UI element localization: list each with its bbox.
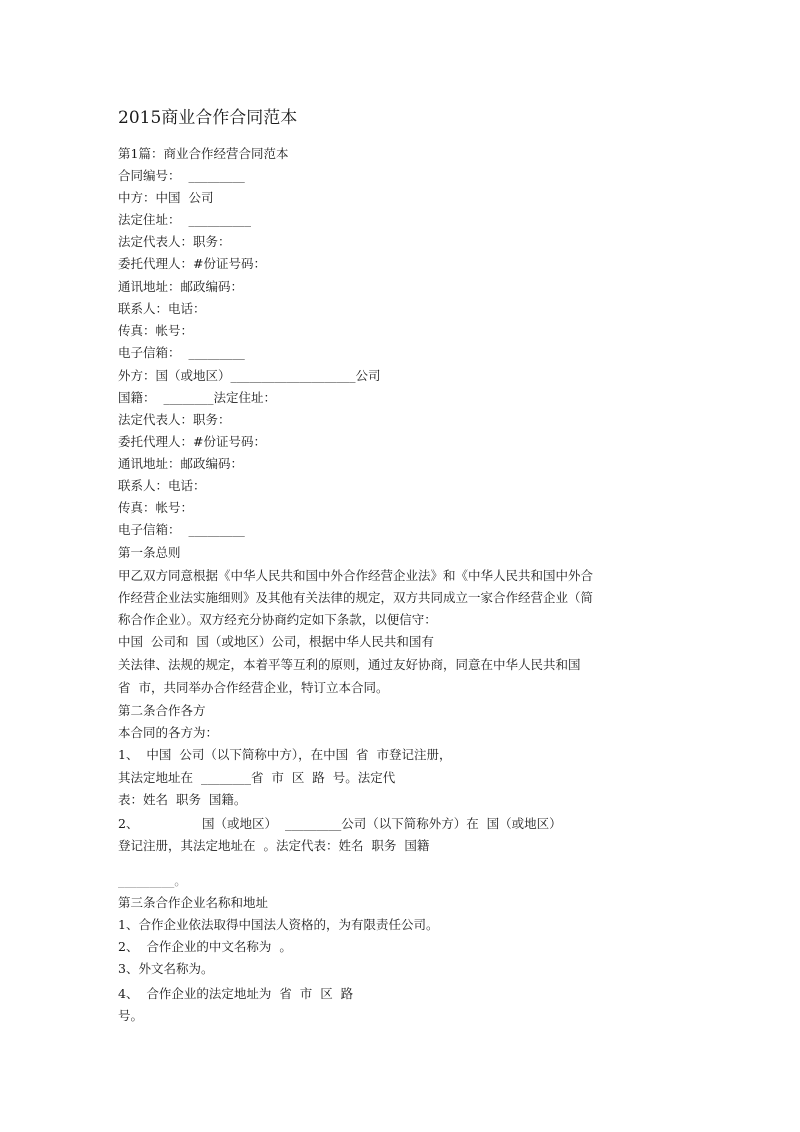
text-line: 中国 公司和 国（或地区）公司，根据中华人民共和国有 — [118, 634, 434, 649]
text-line: 登记注册，其法定地址在 。法定代表：姓名 职务 国籍 — [118, 838, 430, 853]
text-line: 外方：国（或地区）____________________公司 — [118, 368, 381, 383]
text-line: 关法律、法规的规定，本着平等互利的原则，通过友好协商，同意在中华人民共和国 — [118, 657, 581, 672]
text-line: 委托代理人：#份证号码： — [118, 434, 266, 449]
text-line: 传真：帐号： — [118, 323, 194, 338]
text-line: 通讯地址：邮政编码： — [118, 456, 244, 471]
text-line: 通讯地址：邮政编码： — [118, 279, 244, 294]
text-line: 电子信箱： _________ — [118, 345, 245, 360]
text-line: 号。 — [118, 1008, 144, 1023]
text-line: 1、合作企业依法取得中国法人资格的，为有限责任公司。 — [118, 917, 439, 932]
text-line: 甲乙双方同意根据《中华人民共和国中外合作经营企业法》和《中华人民共和国中外合 — [118, 568, 594, 583]
text-line: 中方：中国 公司 — [118, 190, 214, 205]
text-line: 合同编号： _________ — [118, 168, 245, 183]
text-line: 2、 合作企业的中文名称为 。 — [118, 939, 292, 954]
text-line: 第二条合作各方 — [118, 703, 206, 718]
text-line: 作经营企业法实施细则》及其他有关法律的规定，双方共同成立一家合作经营企业（简 — [118, 590, 594, 605]
text-line: _________。 — [118, 873, 187, 888]
text-line: 法定住址： __________ — [118, 212, 251, 227]
text-line: 称合作企业）。双方经充分协商约定如下条款，以便信守： — [118, 612, 437, 627]
text-line: 省 市，共同举办合作经营企业，特订立本合同。 — [118, 680, 389, 695]
text-line: 4、 合作企业的法定地址为 省 市 区 路 — [118, 986, 354, 1001]
text-line: 本合同的各方为： — [118, 725, 219, 740]
text-line: 国籍： ________法定住址： — [118, 390, 276, 405]
text-line: 第一条总则 — [118, 545, 181, 560]
text-line: 2、 国（或地区） _________公司（以下简称外方）在 国（或地区） — [118, 816, 562, 831]
text-line: 委托代理人：#份证号码： — [118, 256, 266, 271]
text-line: 第1篇：商业合作经营合同范本 — [118, 146, 289, 161]
text-line: 传真：帐号： — [118, 500, 194, 515]
text-line: 联系人：电话： — [118, 301, 206, 316]
text-line: 其法定地址在 ________省 市 区 路 号。法定代 — [118, 770, 396, 785]
text-line: 第三条合作企业名称和地址 — [118, 895, 269, 910]
text-line: 法定代表人：职务： — [118, 234, 231, 249]
text-line: 联系人：电话： — [118, 478, 206, 493]
text-line: 3、外文名称为。 — [118, 961, 214, 976]
text-line: 1、 中国 公司（以下简称中方），在中国 省 市登记注册， — [118, 747, 452, 762]
text-line: 法定代表人：职务： — [118, 412, 231, 427]
document-title: 2015商业合作合同范本 — [118, 108, 298, 128]
text-line: 电子信箱： _________ — [118, 522, 245, 537]
text-line: 表：姓名 职务 国籍。 — [118, 792, 247, 807]
